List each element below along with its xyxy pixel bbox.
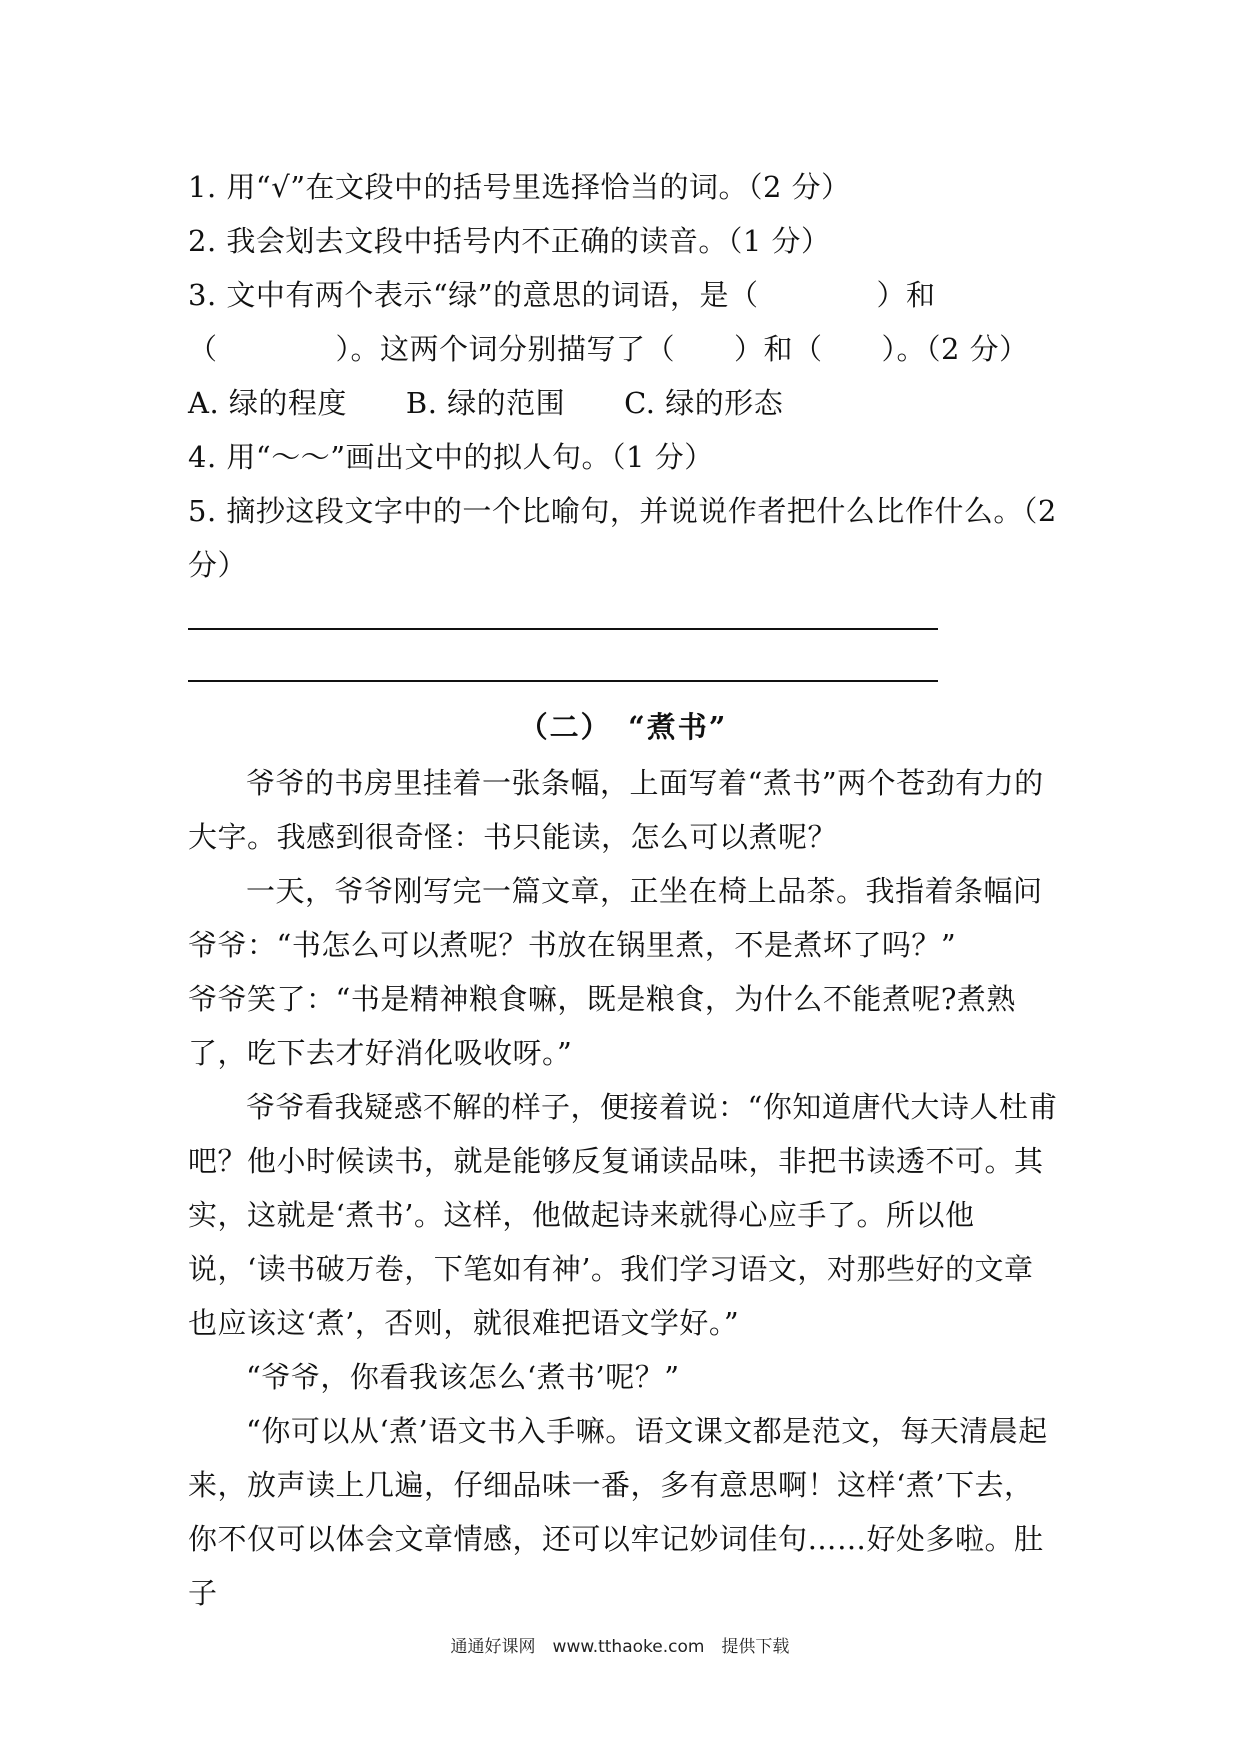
page-footer: 通通好课网 www.tthaoke.com 提供下载 <box>450 1637 790 1657</box>
question-4: 4. 用“～～”画出文中的拟人句。（1 分） <box>188 440 714 474</box>
story-paragraph-3: 爷爷笑了：“书是精神粮食嘛，既是粮食，为什么不能煮呢?煮熟了，吃下去才好消化吸收呀。” <box>188 982 1016 1070</box>
page-content <box>188 160 1058 1620</box>
story-paragraph-5: “爷爷，你看我该怎么‘煮书’呢？” <box>246 1360 680 1394</box>
question-5: 5. 摘抄这段文字中的一个比喻句，并说说作者把什么比作什么。（2 分） <box>188 494 1057 582</box>
story-paragraph-4: 爷爷看我疑惑不解的样子，便接着说：“你知道唐代大诗人杜甫吧？他小时候读书，就是能够反复诵读品味，非把书读透不可。其实，这就是‘煮书’。这样，他做起诗来就得心应手了。所以他说，‘读书破万卷，下笔如有神’。我们学习语文，对那些好的文章也应该这‘煮’，否则，就很难把语文学好。” <box>188 1090 1058 1340</box>
answer-line-1 <box>188 628 938 630</box>
story-paragraph-1: 爷爷的书房里挂着一张条幅，上面写着“煮书”两个苍劲有力的大字。我感到很奇怪：书只能读，怎么可以煮呢？ <box>188 766 1044 854</box>
story-paragraph-2: 一天，爷爷刚写完一篇文章，正坐在椅上品茶。我指着条幅问爷爷：“书怎么可以煮呢？书放在锅里煮，不是煮坏了吗？” <box>188 874 1043 962</box>
section-title: （二） “煮书” <box>518 710 728 744</box>
story-paragraph-6: “你可以从‘煮’语文书入手嘛。语文课文都是范文，每天清晨起来，放声读上几遍，仔细品味一番，多有意思啊！这样‘煮’下去，你不仅可以体会文章情感，还可以牢记妙词佳句……好处多啦。肚子 <box>188 1414 1048 1610</box>
answer-line-2 <box>188 680 938 682</box>
question-1: 1. 用“√”在文段中的括号里选择恰当的词。（2 分） <box>188 170 851 204</box>
question-2: 2. 我会划去文段中括号内不正确的读音。（1 分） <box>188 224 831 258</box>
question-3: 3. 文中有两个表示“绿”的意思的词语，是（ ）和（ ）。这两个词分别描写了（ ）和（ ）。（2 分）A. 绿的程度 B. 绿的范围 C. 绿的形态 <box>188 278 1029 420</box>
